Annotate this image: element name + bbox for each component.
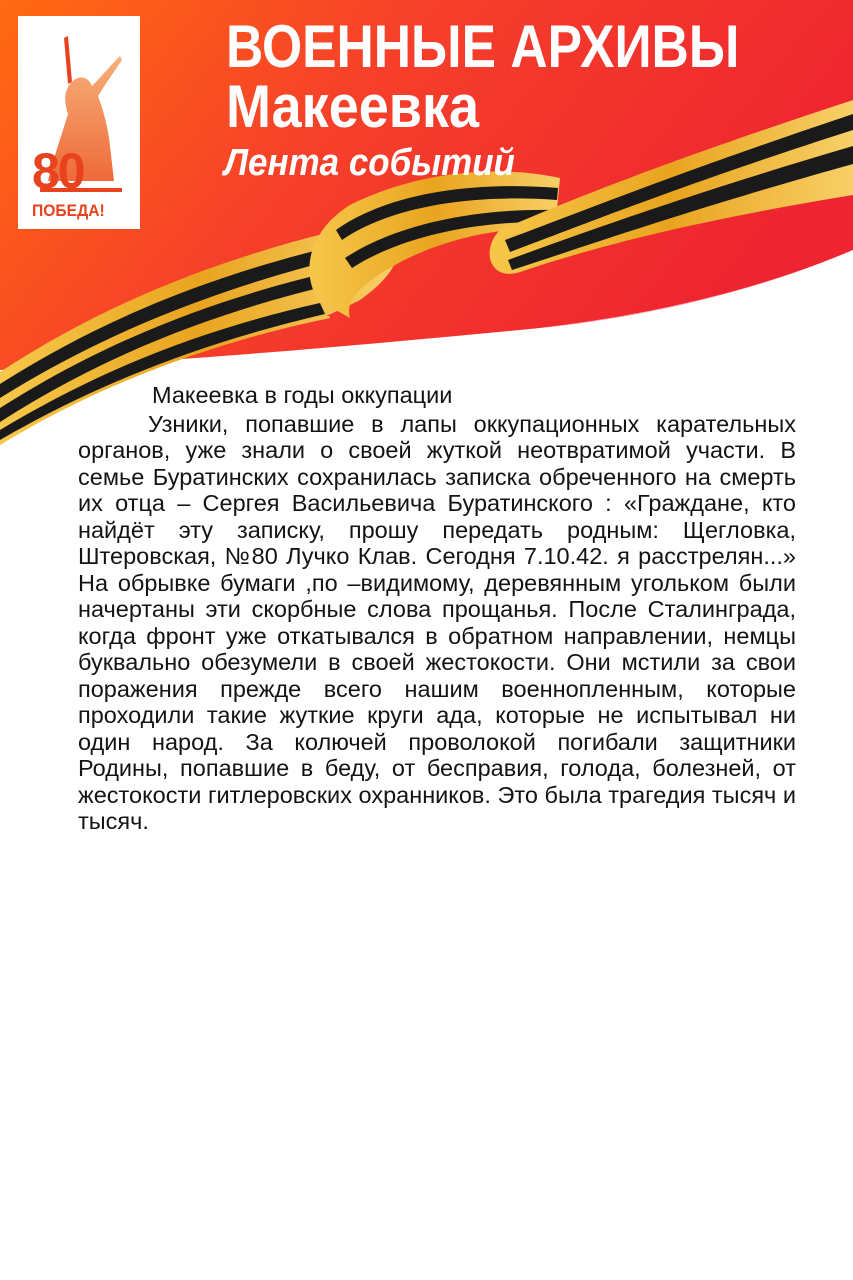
banner-title: ВОЕННЫЕ АРХИВЫ (226, 13, 740, 80)
banner-subtitle: Лента событий (224, 142, 515, 184)
logo-word: ПОБЕДА! (32, 201, 105, 220)
article-heading: Макеевка в годы оккупации (152, 382, 453, 408)
logo-number: 80 (32, 143, 84, 199)
banner-city: Макеевка (226, 73, 480, 140)
article-body: Узники, попавшие в лапы оккупационных карательных органов, уже знали о своей жуткой неотвратимой участи. В семье Буратинских сохранилась записка обреченного на смерть их отца – Сергея Васильевича Буратинского : «Граждане, кто найдёт эту записку, прошу передать родным: Щегловка, Штеровская, №80 Лучко Клав. Сегодня 7.10.42. я расстрелян...» На обрывке бумаги ,по –видимому, деревянным угольком были начертаны эти скорбные слова прощанья. После Сталинграда, когда фронт уже откатывался в обратном направлении, немцы буквально обезумели в своей жестокости. Они мстили за свои поражения прежде всего нашим военнопленным, которые проходили такие жуткие круги ада, которые не испытывал ни один народ. За колючей проволокой погибали защитники Родины, попавшие в беду, от бесправия, голода, болезней, от жестокости гитлеровских охранников. Это была трагедия тысяч и тысяч. (78, 410, 796, 834)
victory-80-logo (18, 16, 140, 229)
article (78, 382, 796, 835)
